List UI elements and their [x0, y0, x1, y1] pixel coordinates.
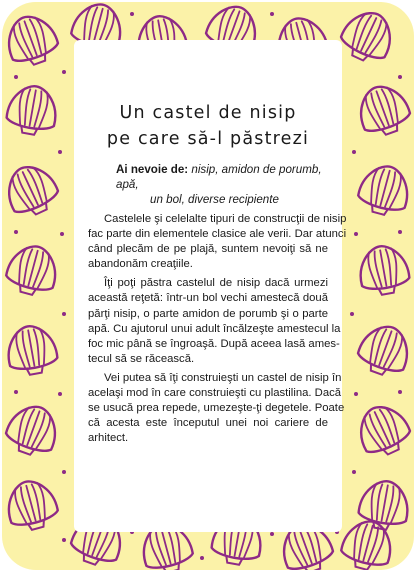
dot [62, 312, 66, 316]
seashell-icon [354, 319, 414, 381]
activity-card [2, 2, 414, 570]
instructions-text [88, 212, 347, 450]
dot [354, 392, 358, 396]
text-line: că acesta este începutul unei noi cariere de [88, 417, 328, 430]
page-title [74, 100, 342, 152]
dot [270, 12, 274, 16]
seashell-icon [2, 476, 61, 535]
seashell-icon [4, 82, 60, 138]
seashell-icon [356, 242, 412, 298]
materials-line-2: un bol, diverse recipiente [150, 193, 279, 206]
dot [14, 75, 18, 79]
dot [354, 232, 358, 236]
text-line: foc mic până se îngroaşă. După aceea lasă ames- [88, 337, 340, 350]
text-line: această reţetă: într-un bol vechi amestecă două [88, 292, 328, 305]
seashell-icon [2, 9, 62, 71]
text-line: tecul să se răcească. [88, 352, 195, 365]
seashell-icon [355, 161, 414, 220]
seashell-icon [351, 398, 414, 462]
seashell-icon [356, 477, 412, 533]
dot [62, 470, 66, 474]
seashell-icon [4, 322, 60, 378]
dot [398, 75, 402, 79]
text-line: părţi nisip, o parte amidon de porumb şi o parte [88, 307, 328, 320]
text-line: Vei putea să îţi construieşti un castel de nisip în [104, 371, 342, 384]
text-line: Îţi poţi păstra castelul de nisip dacă urmezi [104, 277, 328, 290]
dot [352, 470, 356, 474]
dot [62, 538, 66, 542]
text-line: când plecăm de pe plajă, suntem nevoiţi să ne [88, 243, 328, 256]
content-panel [74, 40, 347, 532]
seashell-icon [2, 158, 63, 222]
title-line-1: Un castel de nisip [119, 102, 297, 123]
paragraph [88, 212, 347, 272]
title-line-2: pe care să-l păstrezi [106, 128, 310, 149]
seashell-icon [3, 241, 62, 300]
dot [270, 532, 274, 536]
dot [350, 312, 354, 316]
text-line: abandonăm creaţiile. [88, 258, 193, 271]
text-line: arhitect. [88, 432, 129, 445]
materials-label: Ai nevoie de: [116, 163, 189, 176]
text-line: acelaşi mod în care construieşti cu plastilina. Dacă [88, 387, 342, 400]
seashell-icon [2, 399, 64, 461]
seashell-icon [352, 79, 414, 141]
dot [60, 232, 64, 236]
text-line: Castelele şi celelalte tipuri de construcţii de nisip [104, 213, 347, 225]
dot [62, 70, 66, 74]
dot [352, 150, 356, 154]
text-line: apă. Cu ajutorul unui adult încălzeşte amestecul la [88, 322, 341, 335]
paragraph [88, 276, 341, 367]
paragraph [88, 371, 345, 446]
dot [14, 230, 18, 234]
text-line: fac parte din elementele clasice ale verii. Dar atunci [88, 228, 347, 241]
dot [398, 390, 402, 394]
materials-line-1: nisip, amidon de porumb, apă, [116, 163, 322, 191]
dot [14, 390, 18, 394]
seashell-icon [336, 4, 400, 68]
dot [58, 150, 62, 154]
dot [200, 556, 204, 560]
dot [398, 230, 402, 234]
dot [130, 12, 134, 16]
dot [58, 392, 62, 396]
materials-list [116, 162, 338, 207]
text-line: se usucă prea repede, umezeşte-ţi degetele. Poate [88, 402, 345, 415]
